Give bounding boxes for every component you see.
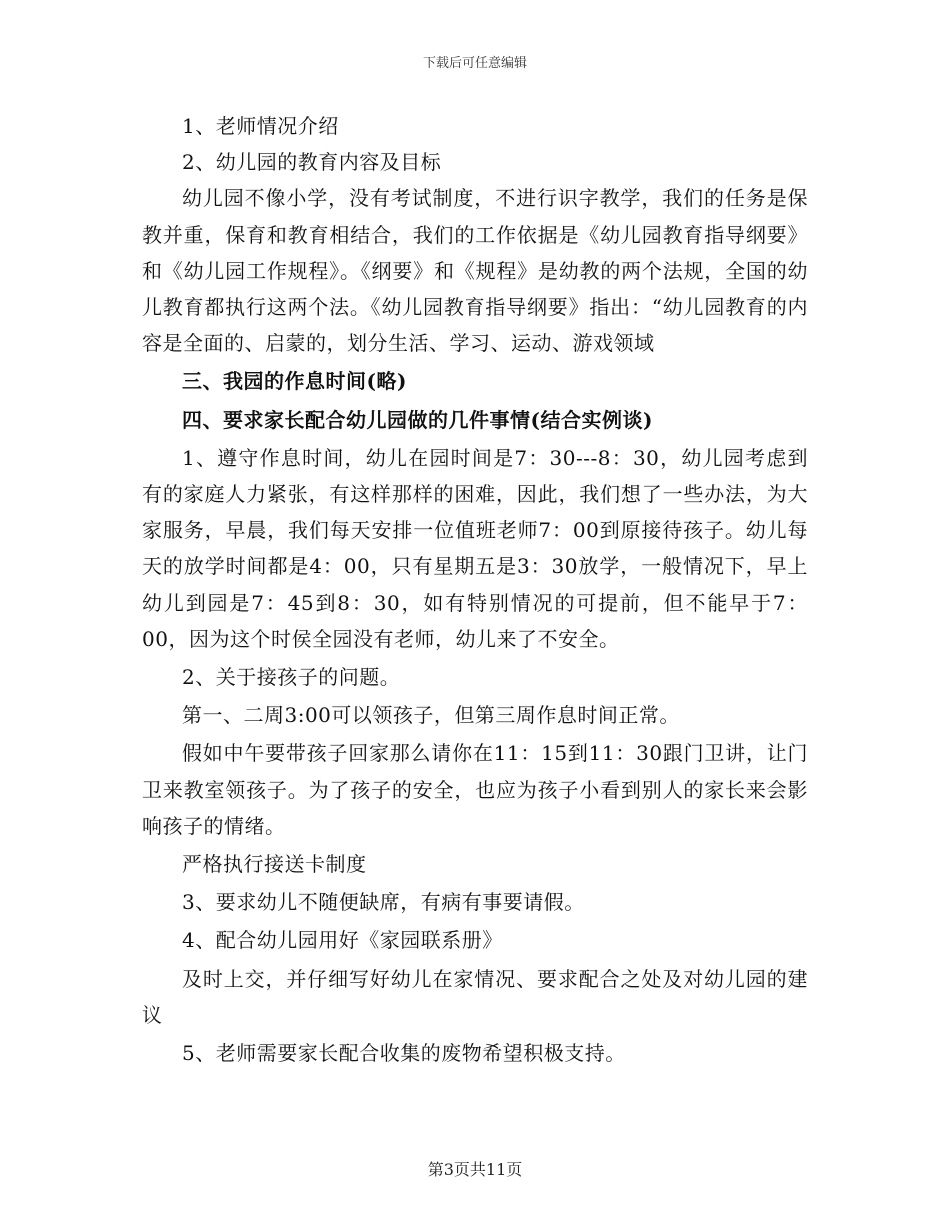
paragraph-absence: 3、要求幼儿不随便缺席，有病有事要请假。 [182,890,585,915]
paragraph-noon-pickup: 假如中午要带孩子回家那么请你在11：15到11：30跟门卫讲，让门卫来教室领孩子。为了孩子的安全，也应为孩子小看到别人的家长来会影响孩子的情绪。 [142,741,808,838]
paragraph-education-goals: 2、幼儿园的教育内容及目标 [182,150,442,175]
paragraph-kindergarten-description: 幼儿园不像小学，没有考试制度，不进行识字教学，我们的任务是保教并重，保育和教育相结合，我们的工作依据是《幼儿园教育指导纲要》和《幼儿园工作规程》。《纲要》和《规程》是幼教的两个法规，全国的幼儿教育都执行这两个法。《幼儿园教育指导纲要》指出：“幼儿园教育的内容是全面的、启蒙的，划分生活、学习、运动、游戏领域 [142,186,808,356]
paragraph-teacher-intro: 1、老师情况介绍 [182,114,339,138]
paragraph-contact-book-detail: 及时上交，并仔细写好幼儿在家情况、要求配合之处及对幼儿园的建议 [142,966,808,1027]
heading-schedule: 三、我园的作息时间(略) [182,369,407,394]
heading-parent-cooperation: 四、要求家长配合幼儿园做的几件事情(结合实例谈) [182,407,653,432]
paragraph-pickup-card: 严格执行接送卡制度 [182,852,367,877]
paragraph-waste-collection: 5、老师需要家长配合收集的废物希望积极支持。 [182,1041,626,1066]
paragraph-contact-book: 4、配合幼儿园用好《家园联系册》 [182,928,503,953]
paragraph-pickup-question: 2、关于接孩子的问题。 [182,665,401,690]
paragraph-first-weeks: 第一、二周3:00可以领孩子，但第三周作息时间正常。 [182,703,680,728]
paragraph-schedule-rules: 1、遵守作息时间，幼儿在园时间是7：30---8：30，幼儿园考虑到有的家庭人力紧张，有这样那样的困难，因此，我们想了一些办法，为大家服务，早晨，我们每天安排一位值班老师7：00到原接待孩子。幼儿每天的放学时间都是4：00，只有星期五是3：30放学，一般情况下，早上幼儿到园是7：45到8：30，如有特别情况的可提前，但不能早于7：00，因为这个时侯全园没有老师，幼儿来了不安全。 [142,445,808,651]
document-body [142,108,808,1071]
page-footer: 第3页共11页 [427,1160,523,1179]
page-header: 下载后可任意编辑 [422,56,527,71]
